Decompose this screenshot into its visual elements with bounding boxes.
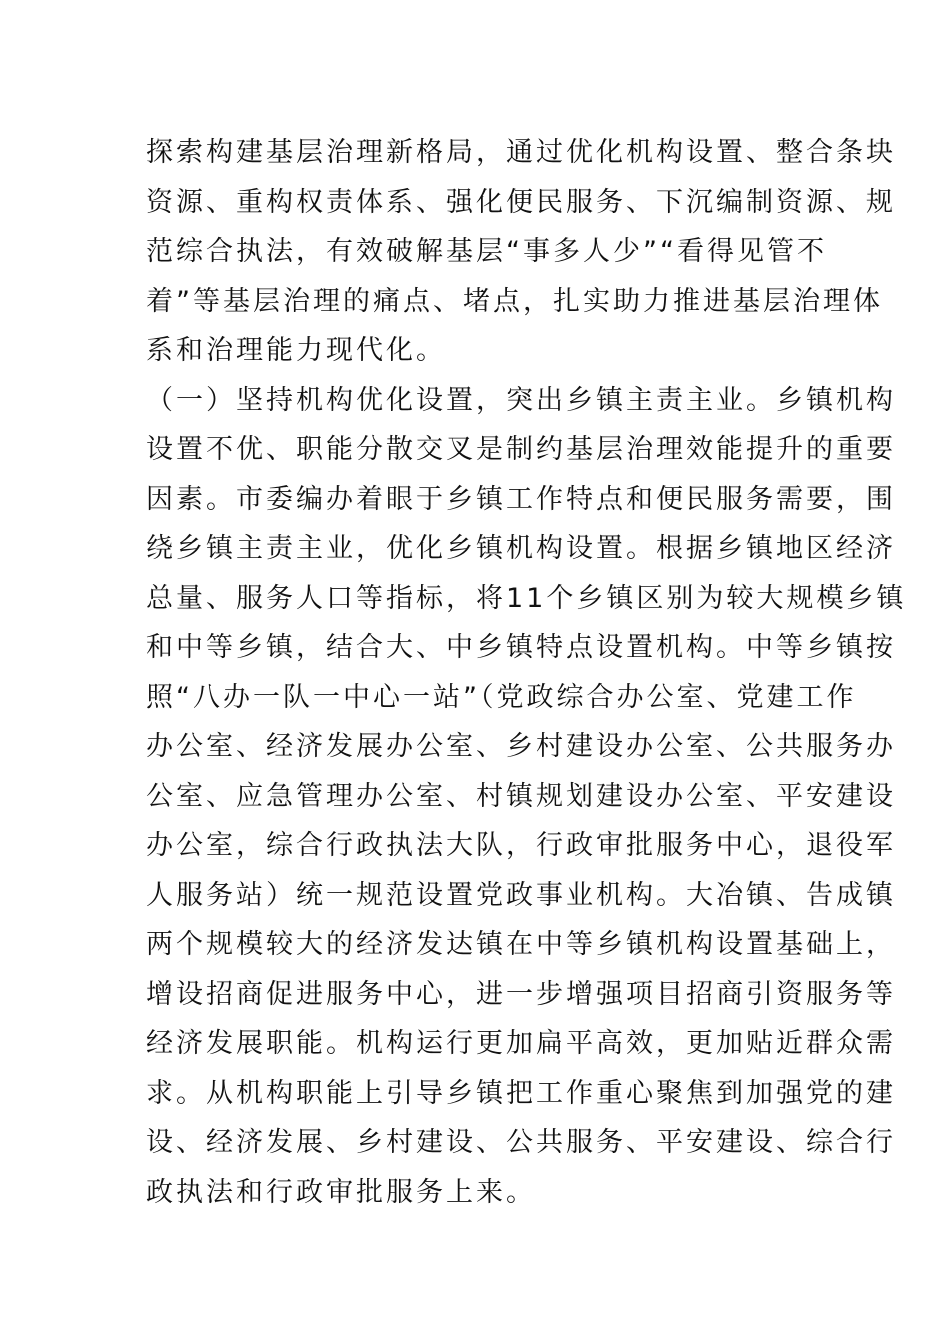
body-text (146, 128, 907, 1217)
text-line: 两个规模较大的经济发达镇在中等乡镇机构设置基础上， (146, 929, 896, 960)
text-line: 着”等基层治理的痛点、堵点，扎实助力推进基层治理体 (146, 285, 883, 317)
text-line: 人服务站）统一规范设置党政事业机构。大冶镇、告成镇 (146, 879, 896, 911)
text-line: 设、经济发展、乡村建设、公共服务、平安建设、综合行 (146, 1127, 896, 1158)
text-line: 范综合执法，有效破解基层“事多人少”“看得见管不 (146, 236, 827, 267)
text-line: 政执法和行政审批服务上来。 (146, 1176, 536, 1208)
text-line: 设置不优、职能分散交叉是制约基层治理效能提升的重要 (146, 434, 896, 465)
text-line: 公室、应急管理办公室、村镇规划建设办公室、平安建设 (146, 780, 896, 812)
text-line: 探索构建基层治理新格局，通过优化机构设置、整合条块 (146, 137, 896, 168)
text-line: 系和治理能力现代化。 (146, 335, 446, 366)
section-heading-line: （一）坚持机构优化设置，突出乡镇主责主业。乡镇机构 (146, 384, 896, 416)
text-line: 经济发展职能。机构运行更加扁平高效，更加贴近群众需 (146, 1028, 896, 1059)
text-line: 资源、重构权责体系、强化便民服务、下沉编制资源、规 (146, 186, 896, 218)
text-line: 办公室，综合行政执法大队，行政审批服务中心，退役军 (146, 830, 896, 861)
text-line: 绕乡镇主责主业，优化乡镇机构设置。根据乡镇地区经济 (146, 533, 896, 564)
text-line: 求。从机构职能上引导乡镇把工作重心聚焦到加强党的建 (146, 1077, 896, 1109)
text-line: 增设招商促进服务中心，进一步增强项目招商引资服务等 (146, 978, 896, 1010)
text-line: 因素。市委编办着眼于乡镇工作特点和便民服务需要，围 (146, 483, 896, 515)
text-line: 总量、服务人口等指标，将11个乡镇区别为较大规模乡镇 (146, 582, 907, 614)
text-line: 和中等乡镇，结合大、中乡镇特点设置机构。中等乡镇按 (146, 632, 896, 663)
text-line: 照“八办一队一中心一站”（党政综合办公室、党建工作 (146, 681, 857, 713)
text-line: 办公室、经济发展办公室、乡村建设办公室、公共服务办 (146, 731, 896, 762)
